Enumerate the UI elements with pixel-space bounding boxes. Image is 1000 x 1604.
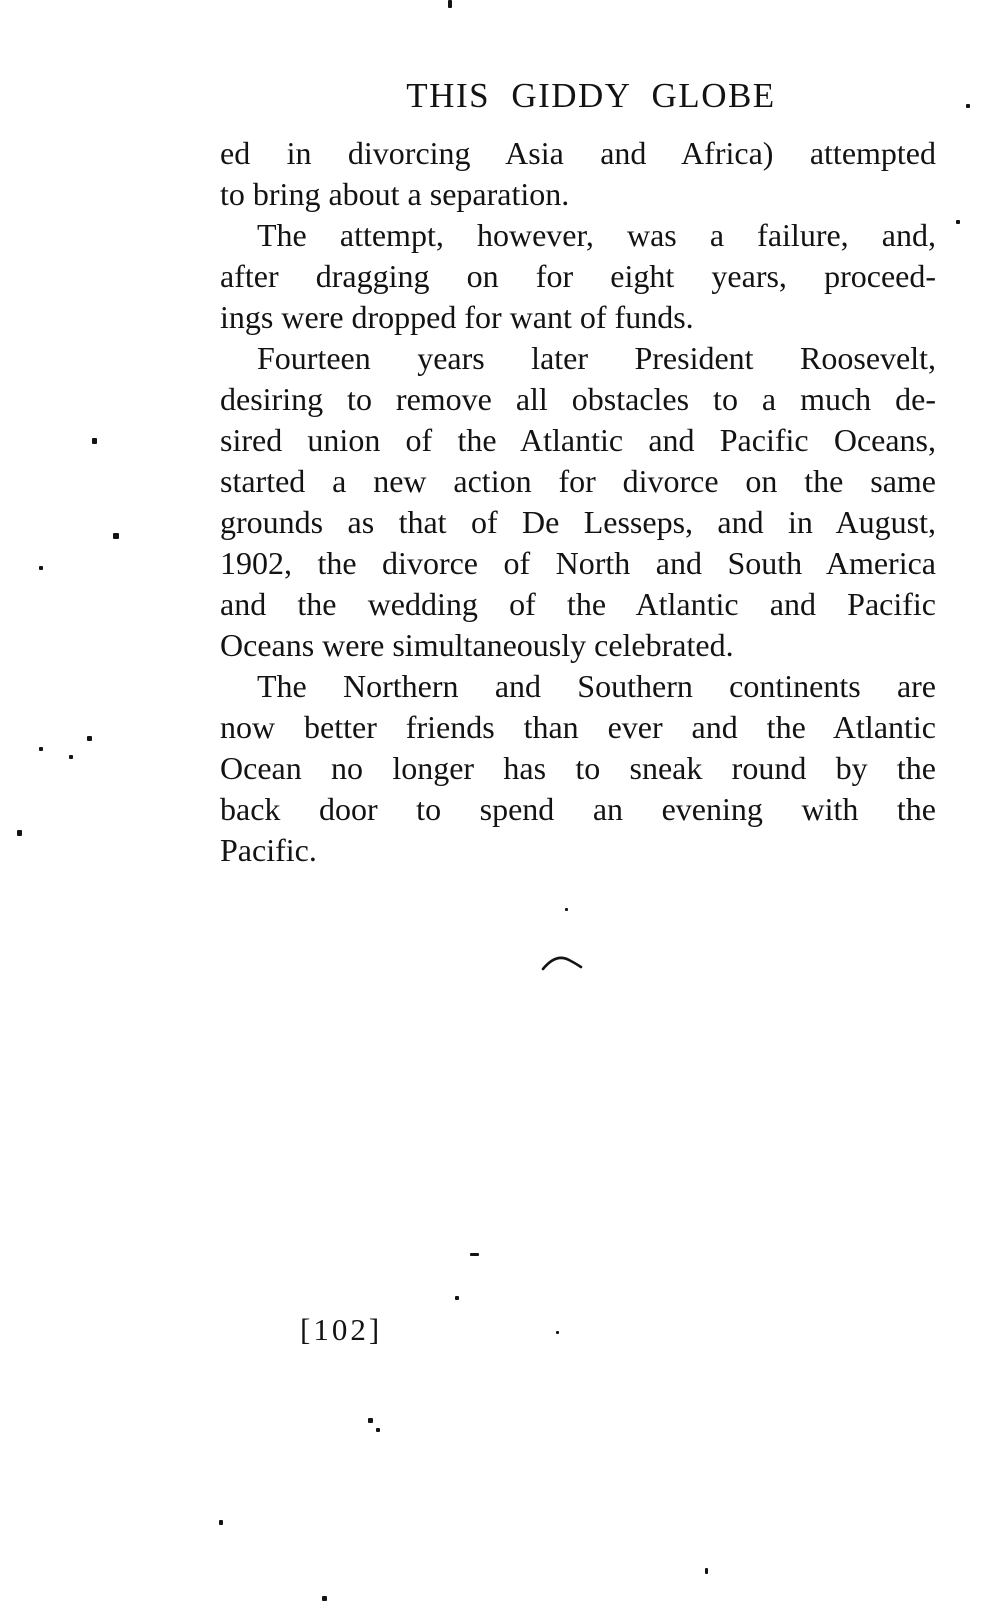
scan-speck bbox=[17, 830, 22, 836]
scan-speck bbox=[92, 438, 97, 444]
text-line: and the wedding of the Atlantic and Pacific bbox=[220, 586, 936, 622]
scan-speck bbox=[322, 1596, 327, 1601]
scan-speck bbox=[966, 104, 970, 108]
text-line: Ocean no longer has to sneak round by the bbox=[220, 750, 936, 786]
text-line: after dragging on for eight years, proceed- bbox=[220, 258, 936, 294]
text-line: back door to spend an evening with the bbox=[220, 791, 936, 827]
running-head-title: THIS GIDDY GLOBE bbox=[406, 76, 776, 115]
end-flourish-ornament bbox=[541, 953, 583, 973]
text-line: now better friends than ever and the Atlantic bbox=[220, 709, 936, 745]
scan-speck bbox=[956, 220, 960, 224]
page-number: [102] bbox=[300, 1312, 383, 1347]
scan-speck bbox=[455, 1296, 459, 1300]
scan-speck bbox=[705, 1568, 708, 1574]
text-line: Fourteen years later President Roosevelt, bbox=[257, 340, 936, 376]
body-text-block bbox=[220, 133, 936, 871]
text-line: Oceans were simultaneously celebrated. bbox=[220, 627, 734, 663]
text-line: The Northern and Southern continents are bbox=[257, 668, 936, 704]
scan-speck bbox=[69, 755, 73, 759]
text-line: grounds as that of De Lesseps, and in August, bbox=[220, 504, 936, 540]
text-line: desiring to remove all obstacles to a much de- bbox=[220, 381, 936, 417]
scan-speck bbox=[39, 566, 43, 570]
text-line: The attempt, however, was a failure, and, bbox=[257, 217, 936, 253]
text-line: started a new action for divorce on the same bbox=[220, 463, 936, 499]
scan-speck bbox=[470, 1253, 479, 1256]
text-line: Pacific. bbox=[220, 832, 317, 868]
scan-speck bbox=[219, 1520, 223, 1525]
text-line: ings were dropped for want of funds. bbox=[220, 299, 694, 335]
scan-speck bbox=[376, 1428, 380, 1432]
scan-speck bbox=[113, 533, 119, 539]
text-line: ed in divorcing Asia and Africa) attempted bbox=[220, 135, 936, 171]
text-line: to bring about a separation. bbox=[220, 176, 570, 212]
scan-speck bbox=[39, 747, 43, 751]
scan-speck bbox=[368, 1418, 373, 1423]
scan-speck bbox=[556, 1331, 559, 1334]
scan-speck bbox=[87, 736, 92, 741]
text-line: sired union of the Atlantic and Pacific Oceans, bbox=[220, 422, 936, 458]
scan-speck bbox=[448, 0, 452, 8]
text-line: 1902, the divorce of North and South America bbox=[220, 545, 936, 581]
scan-speck bbox=[565, 908, 568, 911]
